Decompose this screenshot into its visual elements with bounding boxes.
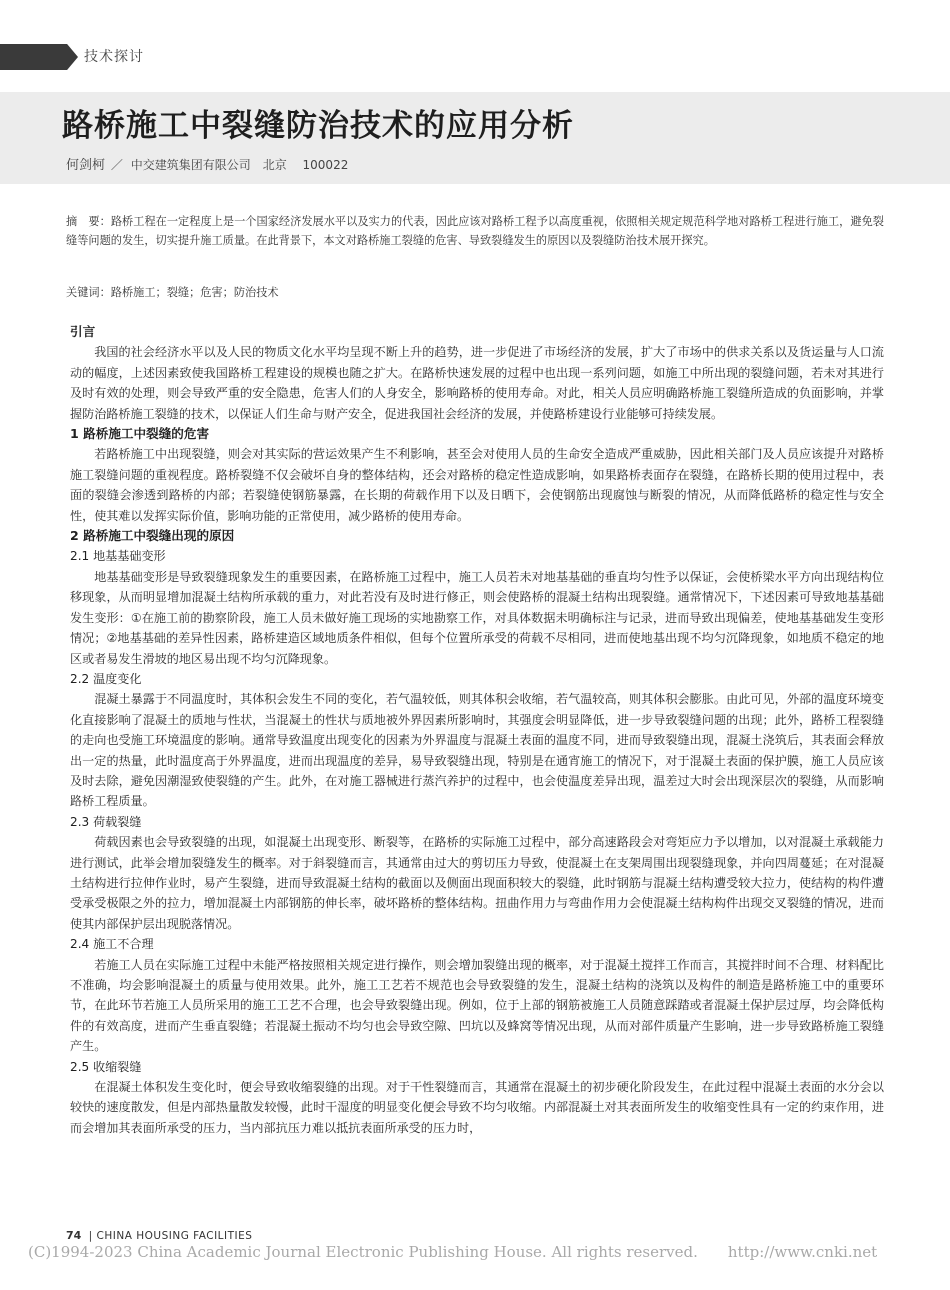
- author-name: 何剑柯: [66, 158, 106, 173]
- byline-separator: ／: [110, 158, 123, 172]
- keywords: 关键词：路桥施工；裂缝；危害；防治技术: [66, 286, 279, 299]
- article-body: [70, 322, 884, 1138]
- paragraph-section-2-5: 在混凝土体积发生变化时，便会导致收缩裂缝的出现。对于干性裂缝而言，其通常在混凝土的初步硬化阶段发生，在此过程中混凝土表面的水分会以较快的速度散发，但是内部热量散发较慢，此时干湿度的明显变化便会导致不均匀收缩。内部混凝土对其表面所发生的收缩变性具有一定的约束作用，进而会增加其表面所承受的压力，当内部抗压力难以抵抗表面所承受的压力时，: [70, 1080, 884, 1135]
- heading-section-2-4: 2.4 施工不合理: [70, 937, 154, 952]
- section-name: 技术探讨: [84, 49, 144, 65]
- paragraph-section-2-1: 地基基础变形是导致裂缝现象发生的重要因素，在路桥施工过程中，施工人员若未对地基基础的垂直均匀性予以保证，会使桥梁水平方向出现结构位移现象，从而明显增加混凝土结构所承载的重力，对此若没有及时进行修正，则会使路桥的混凝土结构出现裂缝。通常情况下，下述因素可导致地基基础发生变形：①在施工前的勘察阶段，施工人员未做好施工现场的实地勘察工作，对具体数据未明确标注与记录，进而导致出现偏差，使地基基础发生变形情况；②地基基础的差异性因素，路桥建造区域地质条件相似，但每个位置所承受的荷载不尽相同，进而使地基出现不均匀沉降现象，如地质不稳定的地区或者易发生滑坡的地区易出现不均匀沉降现象。: [70, 569, 884, 666]
- copyright-notice: (C)1994-2023 China Academic Journal Electronic Publishing House. All rights reserved. http://www.cnki.net: [28, 1243, 878, 1261]
- article-title: 路桥施工中裂缝防治技术的应用分析: [62, 108, 574, 144]
- heading-section-2: 2 路桥施工中裂缝出现的原因: [70, 528, 235, 544]
- heading-section-2-1: 2.1 地基基础变形: [70, 549, 166, 564]
- paragraph-section-2-3: 荷载因素也会导致裂缝的出现，如混凝土出现变形、断裂等，在路桥的实际施工过程中，部分高速路段会对弯矩应力予以增加，以对混凝土承载能力进行测试，此举会增加裂缝发生的概率。对于斜裂缝而言，其通常由过大的剪切压力导致，使混凝土在支架周围出现裂缝现象，并向四周蔓延；在对混凝土结构进行拉伸作业时，易产生裂缝，进而导致混凝土结构的截面以及侧面出现面积较大的裂缝，此时钢筋与混凝土结构遭受较大拉力，使结构的构件遭受承受极限之外的拉力，增加混凝土内部钢筋的伸长率，破坏路桥的整体结构。扭曲作用力与弯曲作用力会使混凝土结构构件出现交叉裂缝的情况，进而使其内部保护层出现脱落情况。: [70, 835, 884, 931]
- paragraph-section-1: 若路桥施工中出现裂缝，则会对其实际的营运效果产生不利影响，甚至会对使用人员的生命安全造成严重威胁，因此相关部门及人员应该提升对路桥施工裂缝问题的重视程度。路桥裂缝不仅会破坏自身的整体结构，还会对路桥的稳定性造成影响，如果路桥表面存在裂缝，在路桥长期的使用过程中，表面的裂缝会渗透到路桥的内部；若裂缝使钢筋暴露，在长期的荷载作用下以及日晒下，会使钢筋出现腐蚀与断裂的情况，从而降低路桥的稳定性与安全性，使其难以发挥实际价值，影响功能的正常使用，减少路桥的使用寿命。: [70, 447, 884, 523]
- paragraph-intro: 我国的社会经济水平以及人民的物质文化水平均呈现不断上升的趋势，进一步促进了市场经济的发展，扩大了市场中的供求关系以及货运量与人口流动的幅度，上述因素致使我国路桥工程建设的规模也随之扩大。在路桥快速发展的过程中也出现一系列问题，如施工中所出现的裂缝问题，若未对其进行及时有效的处理，则会导致严重的安全隐患，危害人们的人身安全，影响路桥的使用寿命。对此，相关人员应明确路桥施工裂缝所造成的负面影响，并掌握防治路桥施工裂缝的技术，以保证人们生命与财产安全，促进我国社会经济的发展，并使路桥建设行业能够可持续发展。: [70, 345, 884, 421]
- section-tab-marker: [0, 44, 78, 70]
- heading-section-2-3: 2.3 荷载裂缝: [70, 814, 142, 829]
- page-number: 74: [66, 1229, 82, 1242]
- heading-section-2-5: 2.5 收缩裂缝: [70, 1059, 142, 1074]
- paragraph-section-2-2: 混凝土暴露于不同温度时，其体积会发生不同的变化，若气温较低，则其体积会收缩，若气温较高，则其体积会膨胀。由此可见，外部的温度环境变化直接影响了混凝土的质地与性状，当混凝土的性状与质地被外界因素所影响时，其强度会明显降低，进一步导致裂缝问题的出现；此外，路桥工程裂缝的走向也受施工环境温度的影响。通常导致温度出现变化的因素为外界温度与混凝土表面的温度不同，进而导致裂缝出现，混凝土浇筑后，其表面会释放出一定的热量，此时温度高于外界温度，进而出现温度的差异，易导致裂缝出现，特别是在通宵施工的情况下，对于混凝土表面的保护膜，施工人员应该及时去除，避免因潮湿致使裂缝的产生。此外，在对施工器械进行蒸汽养护的过程中，也会使温度差异出现，温差过大时会出现深层次的裂缝，从而影响路桥工程质量。: [70, 692, 884, 809]
- postcode: 100022: [302, 158, 349, 172]
- heading-intro: 引言: [70, 324, 96, 339]
- byline: [66, 154, 348, 173]
- paragraph-section-2-4: 若施工人员在实际施工过程中未能严格按照相关规定进行操作，则会增加裂缝出现的概率，对于混凝土搅拌工作而言，其搅拌时间不合理、材料配比不准确，均会影响混凝土的质量与使用效果。此外，施工工艺若不规范也会导致裂缝的发生，混凝土结构的浇筑以及构件的制造是路桥施工中的重要环节，在此环节若施工人员所采用的施工工艺不合理，也会导致裂缝出现。例如，位于上部的钢筋被施工人员随意踩踏或者混凝土保护层过厚，均会降低构件的有效高度，进而产生垂直裂缝；若混凝土振动不均匀也会导致空隙、凹坑以及蜂窝等情况出现，从而对部件质量产生影响，进一步导致路桥施工裂缝产生。: [70, 957, 884, 1054]
- heading-section-1: 1 路桥施工中裂缝的危害: [70, 426, 210, 442]
- journal-name: | CHINA HOUSING FACILITIES: [88, 1230, 253, 1242]
- author-affiliation: 中交建筑集团有限公司 北京: [130, 158, 287, 172]
- heading-section-2-2: 2.2 温度变化: [70, 671, 142, 686]
- abstract: 摘 要：路桥工程在一定程度上是一个国家经济发展水平以及实力的代表，因此应该对路桥工程予以高度重视，依照相关规定规范科学地对路桥工程进行施工，避免裂缝等问题的发生，切实提升施工质量。在此背景下，本文对路桥施工裂缝的危害、导致裂缝发生的原因以及裂缝防治技术展开探究。: [66, 215, 884, 247]
